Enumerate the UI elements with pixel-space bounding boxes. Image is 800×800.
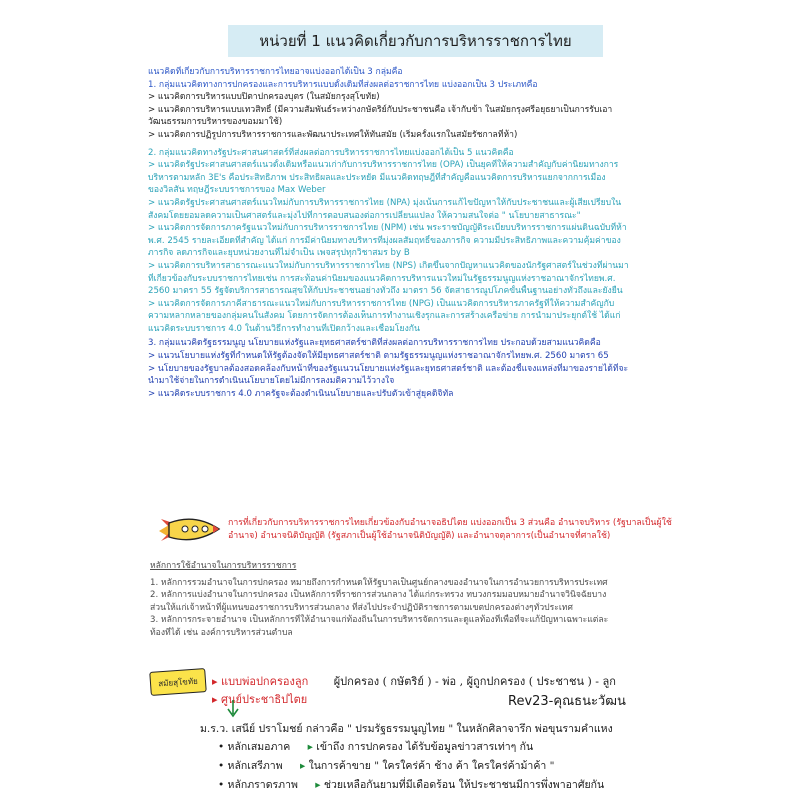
concepts-section [148, 66, 668, 400]
bullet-dot: • [218, 741, 228, 753]
sovereignty-highlight: การที่เกี่ยวกับการบริหารราชการไทยเกี่ยวข้องกับอำนาจอธิปไตย แบ่งออกเป็น 3 ส่วนคือ อำนาจบริหาร (รัฐบาลเป็นผู้ใช้อำนาจ) อำนาจนิติบัญญัติ (รัฐสภาเป็นผู้ใช้อำนาจนิติบัญญัติ) และอำนาจตุลาการ(เป็นอำนาจที่ศาลใช้) [228, 518, 672, 541]
group2-item: ภารกิจ ลดภารกิจและยุบหน่วยงานที่ไม่จำเป็น เพจสรุปทุกวิชาสมร by B [148, 248, 410, 259]
sukhothai-badge [149, 668, 207, 696]
author-signature: Rev23-คุณธนะวัฒน [508, 694, 626, 709]
group2-heading: 2. กลุ่มแนวคิดทางรัฐประศาสนศาสตร์ที่ส่งผลต่อการบริหารราชการไทยแบ่งออกได้เป็น 5 แนวคิดคือ [148, 147, 514, 158]
group1-item: > แนวคิดการปฏิรูปการบริหารราชการและพัฒนาประเทศให้ทันสมัย (เริ่มครั้งแรกในสมัยรัชกาลที่ห้า) [148, 129, 518, 140]
equality-detail: เข้าถึง การปกครอง ได้รับข้อมูลข่าวสารเท่าๆ กัน [316, 741, 534, 753]
principle-item: 3. หลักการกระจายอำนาจ เป็นหลักการที่ให้อำนาจแก่ท้องถิ่นในการบริหารจัดการและดูแลท้องที่เพื่อที่จะแก้ปัญหาเฉพาะแต่ละ [150, 615, 609, 626]
group2-item: > แนวคิดการบริหารสาธารณะแนวใหม่กับการบริหารราชการไทย (NPS) เกิดขึ้นจากปัญหาแนวคิดของนักรัฐศาสตร์ในช่วงที่ผ่านมา [148, 260, 629, 271]
group1-item: > แนวคิดการบริหารแบบเทวสิทธิ์ (มีความสัมพันธ์ระหว่างกษัตริย์กับประชาชนคือ เจ้ากับข้า ในสมัยกรุงศรีอยุธยาเป็นการรับเอา [148, 104, 613, 115]
group1-item: วัฒนธรรมการบริหารของขอมมาใช้) [148, 117, 283, 128]
group2-item: ที่เกี่ยวข้องกับระบบราชการไทยเช่น การสะท้อนค่านิยมของแนวคิดการบริหารแนวใหม่ในรัฐธรรมนูญแห่งราชอาณาจักรไทยพ.ศ. [148, 273, 616, 284]
principle-item: ส่วนให้แก่เจ้าหน้าที่ผู้แทนของราชการบริหารส่วนกลาง ที่ส่งไปประจำปฏิบัติราชการตามเขตปกครองต่างๆทั่วประเทศ [150, 602, 573, 613]
principles-section [150, 560, 670, 640]
principles-heading: หลักการใช้อำนาจในการบริหารราชการ [150, 561, 297, 571]
page-title-text: หน่วยที่ 1 แนวคิดเกี่ยวกับการบริหารราชการไทย [259, 32, 572, 50]
group2-item: > แนวคิดรัฐประศาสนศาสตร์แนวใหม่กับการบริหารราชการไทย (NPA) มุ่งเน้นการแก้ไขปัญหาให้กับประชาชนและผู้เสียเปรียบใน [148, 197, 622, 208]
rocket-icon [155, 505, 225, 545]
group1-heading: 1. กลุ่มแนวคิดทางการปกครองและการบริหารแบบดั้งเดิมที่ส่งผลต่อราชการไทย แบ่งออกเป็น 3 ประเภทคือ [148, 79, 538, 90]
note-democracy: ศูนย์ประชาธิปไตย [221, 693, 308, 706]
principle-equality [218, 738, 533, 755]
bullet-dot: • [218, 779, 228, 791]
green-arrow-icon: ▸ [299, 760, 309, 772]
principle-item: 1. หลักการรวมอำนาจในการปกครอง หมายถึงการกำหนดให้รัฐบาลเป็นศูนย์กลางของอำนาจในการอำนวยการบริหารประเทศ [150, 577, 608, 588]
group2-item: บริหารตามหลัก 3E's คือประสิทธิภาพ ประสิทธิผลและประหยัด มีแนวคิดทฤษฎีที่สำคัญคือแนวคิดการบริหารแยกจากการเมือง [148, 172, 606, 183]
sukhothai-badge-label: สมัยสุโขทัย [157, 676, 198, 688]
red-arrow-icon: ▸ [212, 693, 222, 706]
principle-liberty [218, 757, 554, 774]
intro-line: แนวคิดที่เกี่ยวกับการบริหารราชการไทยอาจแบ่งออกได้เป็น 3 กลุ่มคือ [148, 67, 403, 77]
group2-item: > แนวคิดรัฐประศาสนศาสตร์แนวดั้งเดิมหรือแนวเก่ากับการบริหารราชการไทย (OPA) เป็นยุคที่ให้ความสำคัญกับค่านิยมทางการ [148, 160, 619, 171]
group2-item: ของวิลสัน ทฤษฎีระบบราชการของ Max Weber [148, 185, 326, 196]
note-ruler-subject: ผู้ปกครอง ( กษัตริย์ ) - พ่อ , ผู้ถูกปกครอง ( ประชาชน ) - ลูก [333, 675, 616, 688]
bullet-dot: • [218, 760, 228, 772]
group3-item: > แนวคิดระบบราชการ 4.0 ภาครัฐจะต้องดำเนินนโยบายและปรับตัวเข้าสู่ยุคดิจิทัล [148, 388, 454, 399]
principle-fraternity [218, 776, 604, 793]
group3-item: > แนวนโยบายแห่งรัฐที่กำหนดให้รัฐต้องจัดให้มียุทธศาสตร์ชาติ ตามรัฐธรรมนูญแห่งราชอาณาจักรไทยพ.ศ. 2560 มาตรา 65 [148, 351, 609, 362]
green-arrow-icon: ▸ [315, 779, 324, 791]
liberty-detail: ในการค้าขาย " ใครใคร่ค้า ช้าง ค้า ใครใคร่ค้าม้าค้า " [308, 760, 555, 772]
handwritten-note-line3: ม.ร.ว. เสนีย์ ปราโมชย์ กล่าวคือ " ปรมรัฐธรรมนูญไทย " ในหลักศิลาจารึก พ่อขุนรามคำแหง [200, 723, 613, 735]
equality-label: หลักเสมอภาค [227, 741, 291, 753]
group2-item: > แนวคิดการจัดการภาคีสาธารณะแนวใหม่กับการบริหารราชการไทย (NPG) เป็นแนวคิดการบริหารภาครัฐที่ให้ความสำคัญกับ [148, 298, 615, 309]
red-arrow-icon: ▸ [212, 675, 222, 688]
fraternity-detail: ช่วยเหลือกันยามที่มีเดือดร้อน ให้ประชาชนมีการพึ่งพาอาศัยกัน [323, 779, 605, 791]
liberty-label: หลักเสรีภาพ [227, 760, 283, 772]
group2-item: 2560 มาตรา 55 รัฐจัดบริการสาธารณสุขให้กับประชาชนอย่างทั่วถึง มาตรา 56 จัดสาธารณูปโภคขั้นพื้นฐานอย่างทั่วถึงและยังยืน [148, 286, 623, 297]
fraternity-label: หลักภราดรภาพ [227, 779, 298, 791]
group2-item: สังคมโดยยอมลดความเป็นศาสตร์และมุ่งไปที่การตอบสนองต่อการเปลี่ยนแปลง ให้ความสนใจต่อ " นโยบายสาธารณะ" [148, 210, 581, 221]
handwritten-note-line1 [212, 672, 616, 690]
group3-item: นำมาใช้จ่ายในการดำเนินนโยบายโดยไม่มีการลงมติความไว้วางใจ [148, 376, 395, 387]
green-arrow-icon: ▸ [307, 741, 317, 753]
principle-item: 2. หลักการแบ่งอำนาจในการปกครอง เป็นหลักการที่ราชการส่วนกลาง ได้แก่กระทรวง ทบวงกรมมอบหมายอำนาจวินิจฉัยบาง [150, 590, 607, 601]
group1-item: > แนวคิดการบริหารแบบปิตาปกครองบุตร (ในสมัยกรุงสุโขทัย) [148, 92, 380, 103]
group2-item: แนวคิดระบบราชการ 4.0 ในด้านวิธีการทำงานที่เปิดกว้างและเชื่อมโยงกัน [148, 323, 420, 334]
group2-item: > แนวคิดการจัดการภาครัฐแนวใหม่กับการบริหารราชการไทย (NPM) เช่น พระราชบัญญัติระเบียบบริหารราชการแผ่นดินฉบับที่ห้า [148, 223, 627, 234]
group3-item: > นโยบายของรัฐบาลต้องสอดคล้องกับหน้าที่ของรัฐแนวนโยบายแห่งรัฐและยุทธศาสตร์ชาติ และต้องชี้แจงแหล่งที่มาของรายได้ที่จะ [148, 363, 629, 374]
group3-heading: 3. กลุ่มแนวคิดรัฐธรรมนูญ นโยบายแห่งรัฐและยุทธศาสตร์ชาติที่ส่งผลต่อการบริหารราชการไทย ประกอบด้วยสามแนวคิดคือ [148, 338, 601, 349]
down-arrow-icon [226, 700, 240, 718]
group2-item: ความหลากหลายของกลุ่มคนในสังคม โดยการจัดการต้องเห็นการทำงานเชิงรุกและการสร้างเครือข่าย การนำมาประยุกต์ใช้ ได้แก่ [148, 311, 621, 322]
page-title [228, 25, 603, 57]
note-paternal-rule: แบบพ่อปกครองลูก [221, 675, 309, 688]
principle-item: ท้องที่ได้ เช่น องค์การบริหารส่วนตำบล [150, 627, 293, 638]
group2-item: พ.ศ. 2545 รายละเอียดที่สำคัญ ได้แก่ การมีค่านิยมทางบริหารที่มุ่งผลสัมฤทธิ์ของภารกิจ ความมีประสิทธิภาพและความคุ้มค่าของ [148, 235, 621, 246]
